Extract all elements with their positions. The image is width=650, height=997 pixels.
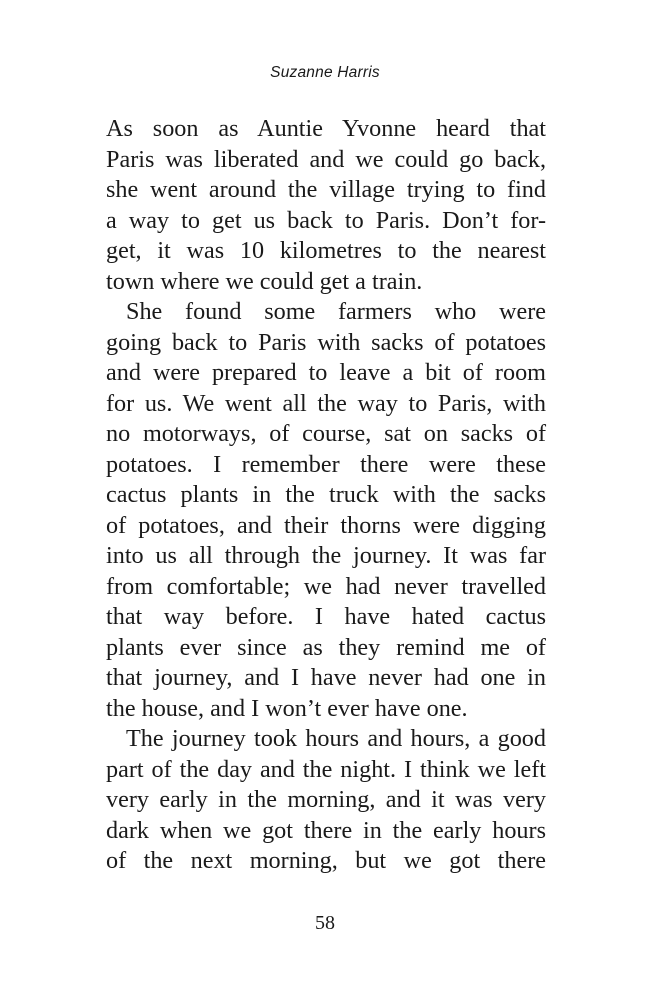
text-line: very early in the morning, and it was very xyxy=(106,786,546,813)
text-line: plants ever since as they remind me of xyxy=(106,633,546,661)
text-line: no motorways, of course, sat on sacks of xyxy=(106,420,546,447)
text-line: of potatoes, and their thorns were digging xyxy=(106,511,546,539)
text-line: get, it was 10 kilometres to the nearest xyxy=(106,237,546,264)
paragraph xyxy=(106,724,546,877)
text-line: going back to Paris with sacks of potatoes xyxy=(106,328,546,356)
page-number: 58 xyxy=(315,912,335,934)
text-line: she went around the village trying to find xyxy=(106,176,546,203)
text-line: that journey, and I have never had one in xyxy=(106,664,546,691)
text-line: into us all through the journey. It was far xyxy=(106,542,546,569)
text-line: that way before. I have hated cactus xyxy=(106,603,546,630)
text-line: part of the day and the night. I think we left xyxy=(106,755,546,783)
text-line: for us. We went all the way to Paris, with xyxy=(106,389,546,417)
text-line: She found some farmers who were xyxy=(126,298,546,325)
paragraph xyxy=(106,114,546,297)
body-text xyxy=(106,114,546,877)
text-line: the house, and I won’t ever have one. xyxy=(106,694,468,722)
text-line: Paris was liberated and we could go back, xyxy=(106,145,546,173)
text-line: from comfortable; we had never travelled xyxy=(106,572,546,600)
running-head: Suzanne Harris xyxy=(270,64,380,81)
text-line: and were prepared to leave a bit of room xyxy=(106,359,546,386)
text-line: The journey took hours and hours, a good xyxy=(126,725,546,752)
text-line: potatoes. I remember there were these xyxy=(106,450,546,478)
text-line: a way to get us back to Paris. Don’t for- xyxy=(106,206,546,234)
text-line: As soon as Auntie Yvonne heard that xyxy=(106,115,546,142)
paragraph xyxy=(106,297,546,724)
text-line: of the next morning, but we got there xyxy=(106,847,546,874)
text-line: town where we could get a train. xyxy=(106,267,423,295)
text-line: cactus plants in the truck with the sacks xyxy=(106,481,546,508)
text-line: dark when we got there in the early hours xyxy=(106,816,546,844)
